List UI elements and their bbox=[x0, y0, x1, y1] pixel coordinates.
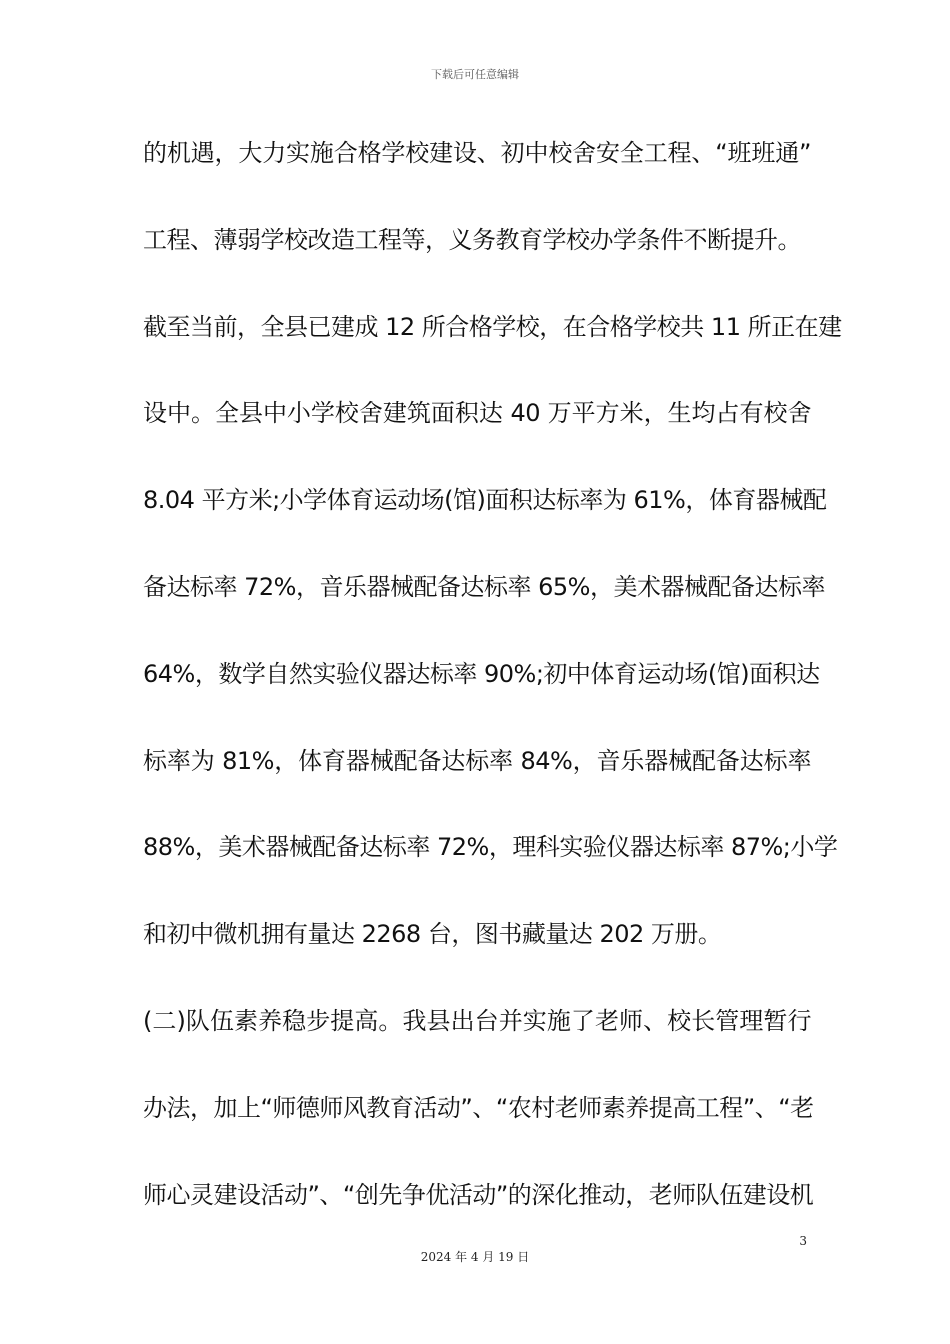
text-line: 办法，加上“师德师风教育活动”、“农村老师素养提高工程”、“老 bbox=[143, 1093, 814, 1122]
body-text bbox=[143, 131, 842, 1259]
footer-date: 2024 年 4 月 19 日 bbox=[420, 1250, 530, 1264]
text-line: 和初中微机拥有量达 2268 台，图书藏量达 202 万册。 bbox=[143, 920, 722, 949]
text-line: 64%，数学自然实验仪器达标率 90%;初中体育运动场(馆)面积达 bbox=[143, 659, 820, 688]
page-number: 3 bbox=[799, 1234, 807, 1248]
text-line: 设中。全县中小学校舍建筑面积达 40 万平方米，生均占有校舍 bbox=[143, 399, 811, 428]
text-line: (二)队伍素养稳步提高。我县出台并实施了老师、校长管理暂行 bbox=[143, 1006, 811, 1035]
text-line: 标率为 81%，体育器械配备达标率 84%，音乐器械配备达标率 bbox=[143, 746, 811, 775]
page-header: 下载后可任意编辑 bbox=[431, 68, 519, 81]
text-line: 的机遇，大力实施合格学校建设、初中校舍安全工程、“班班通” bbox=[143, 139, 811, 167]
text-line: 8.04 平方米;小学体育运动场(馆)面积达标率为 61%，体育器械配 bbox=[143, 486, 827, 515]
text-line: 师心灵建设活动”、“创先争优活动”的深化推动，老师队伍建设机 bbox=[143, 1180, 814, 1209]
text-line: 备达标率 72%，音乐器械配备达标率 65%，美术器械配备达标率 bbox=[143, 572, 825, 601]
text-line: 截至当前，全县已建成 12 所合格学校，在合格学校共 11 所正在建 bbox=[143, 312, 842, 341]
text-line: 88%，美术器械配备达标率 72%，理科实验仪器达标率 87%;小学 bbox=[143, 833, 838, 862]
text-line: 工程、薄弱学校改造工程等，义务教育学校办学条件不断提升。 bbox=[143, 225, 801, 254]
